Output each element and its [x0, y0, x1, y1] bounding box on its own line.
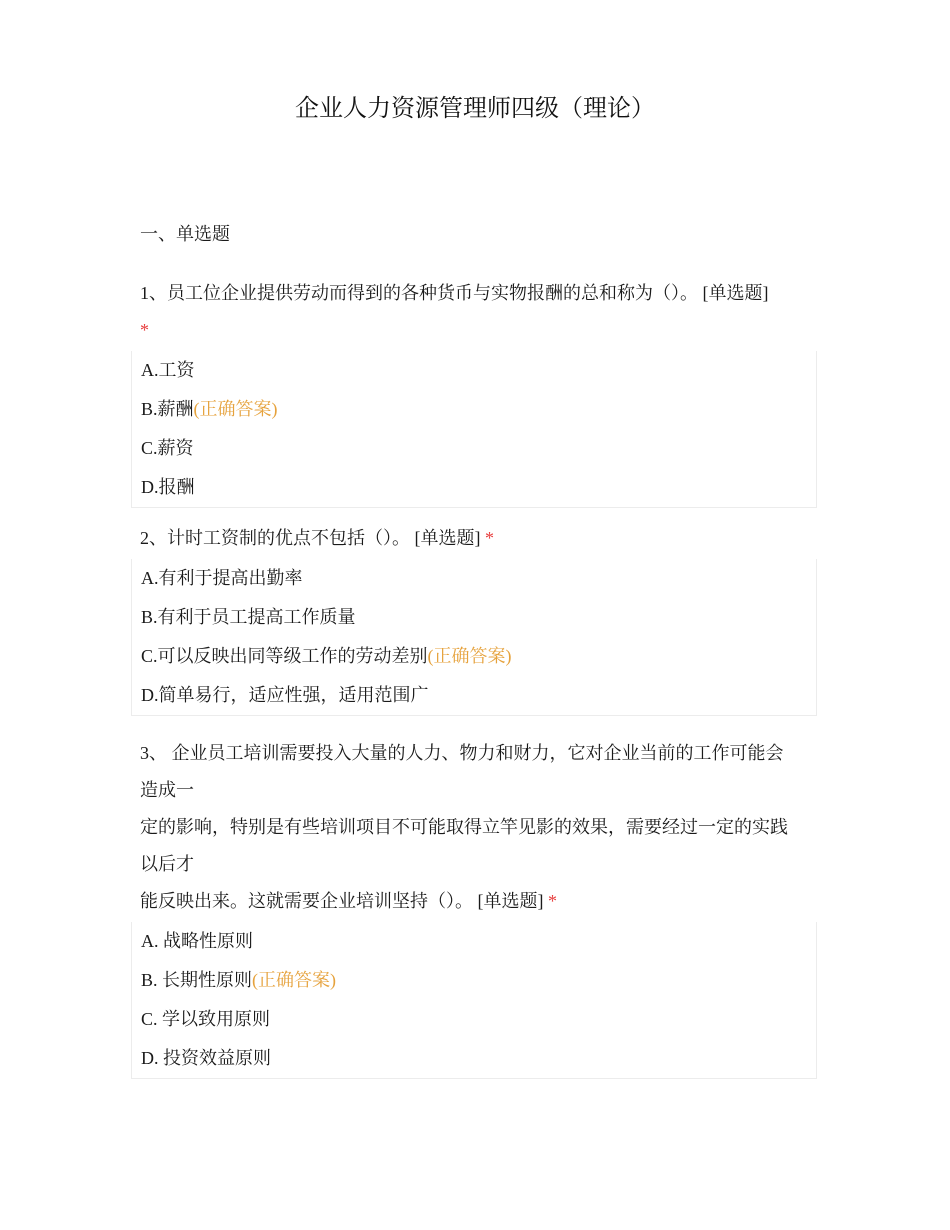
question-stem-line: 能反映出来。这就需要企业培训坚持（）。 [单选题] [140, 891, 544, 911]
option-list [131, 351, 817, 508]
correct-answer-tag: (正确答案) [252, 970, 337, 990]
option-d[interactable] [141, 468, 807, 507]
option-b[interactable] [141, 390, 807, 429]
question-stem-line: 3、 企业员工培训需要投入大量的人力、物力和财力，它对企业当前的工作可能会 [140, 743, 784, 763]
option-label: D.简单易行，适应性强，适用范围广 [141, 685, 429, 705]
option-c[interactable] [141, 1000, 807, 1039]
question-stem-line: 造成一 [140, 780, 194, 800]
option-list [131, 922, 817, 1079]
option-list [131, 559, 817, 716]
option-b[interactable] [141, 961, 807, 1000]
question-stem [140, 275, 816, 349]
correct-answer-tag: (正确答案) [193, 399, 278, 419]
question-3 [140, 735, 816, 1079]
option-c[interactable] [141, 637, 807, 676]
option-label: A.有利于提高出勤率 [141, 568, 303, 588]
option-b[interactable] [141, 598, 807, 637]
option-label: C.薪资 [141, 438, 194, 458]
option-d[interactable] [141, 1039, 807, 1078]
page-title: 企业人力资源管理师四级（理论） [295, 94, 655, 122]
option-c[interactable] [141, 429, 807, 468]
required-mark: * [140, 320, 149, 340]
option-a[interactable] [141, 559, 807, 598]
question-stem-line: 定的影响，特别是有些培训项目不可能取得立竿见影的效果，需要经过一定的实践 [140, 817, 788, 837]
option-label: D. 投资效益原则 [141, 1048, 271, 1068]
question-1 [140, 275, 816, 508]
option-d[interactable] [141, 676, 807, 715]
option-label: C. 学以致用原则 [141, 1009, 271, 1029]
option-label: A.工资 [141, 360, 195, 380]
question-2 [140, 520, 816, 716]
correct-answer-tag: (正确答案) [427, 646, 512, 666]
section-heading: 一、单选题 [140, 224, 230, 244]
option-a[interactable] [141, 351, 807, 390]
option-label: B. 长期性原则 [141, 970, 253, 990]
option-label: B.有利于员工提高工作质量 [141, 607, 356, 627]
option-label: C.可以反映出同等级工作的劳动差别 [141, 646, 428, 666]
question-stem [140, 735, 816, 920]
option-label: B.薪酬 [141, 399, 194, 419]
option-label: D.报酬 [141, 477, 195, 497]
required-mark: * [485, 528, 494, 548]
question-stem [140, 520, 816, 557]
question-stem-line: 1、员工位企业提供劳动而得到的各种货币与实物报酬的总和称为（）。 [单选题] [140, 283, 769, 303]
option-a[interactable] [141, 922, 807, 961]
option-label: A. 战略性原则 [141, 931, 253, 951]
question-stem-line: 2、计时工资制的优点不包括（）。 [单选题] [140, 528, 481, 548]
question-stem-line: 以后才 [140, 854, 194, 874]
required-mark: * [548, 891, 557, 911]
